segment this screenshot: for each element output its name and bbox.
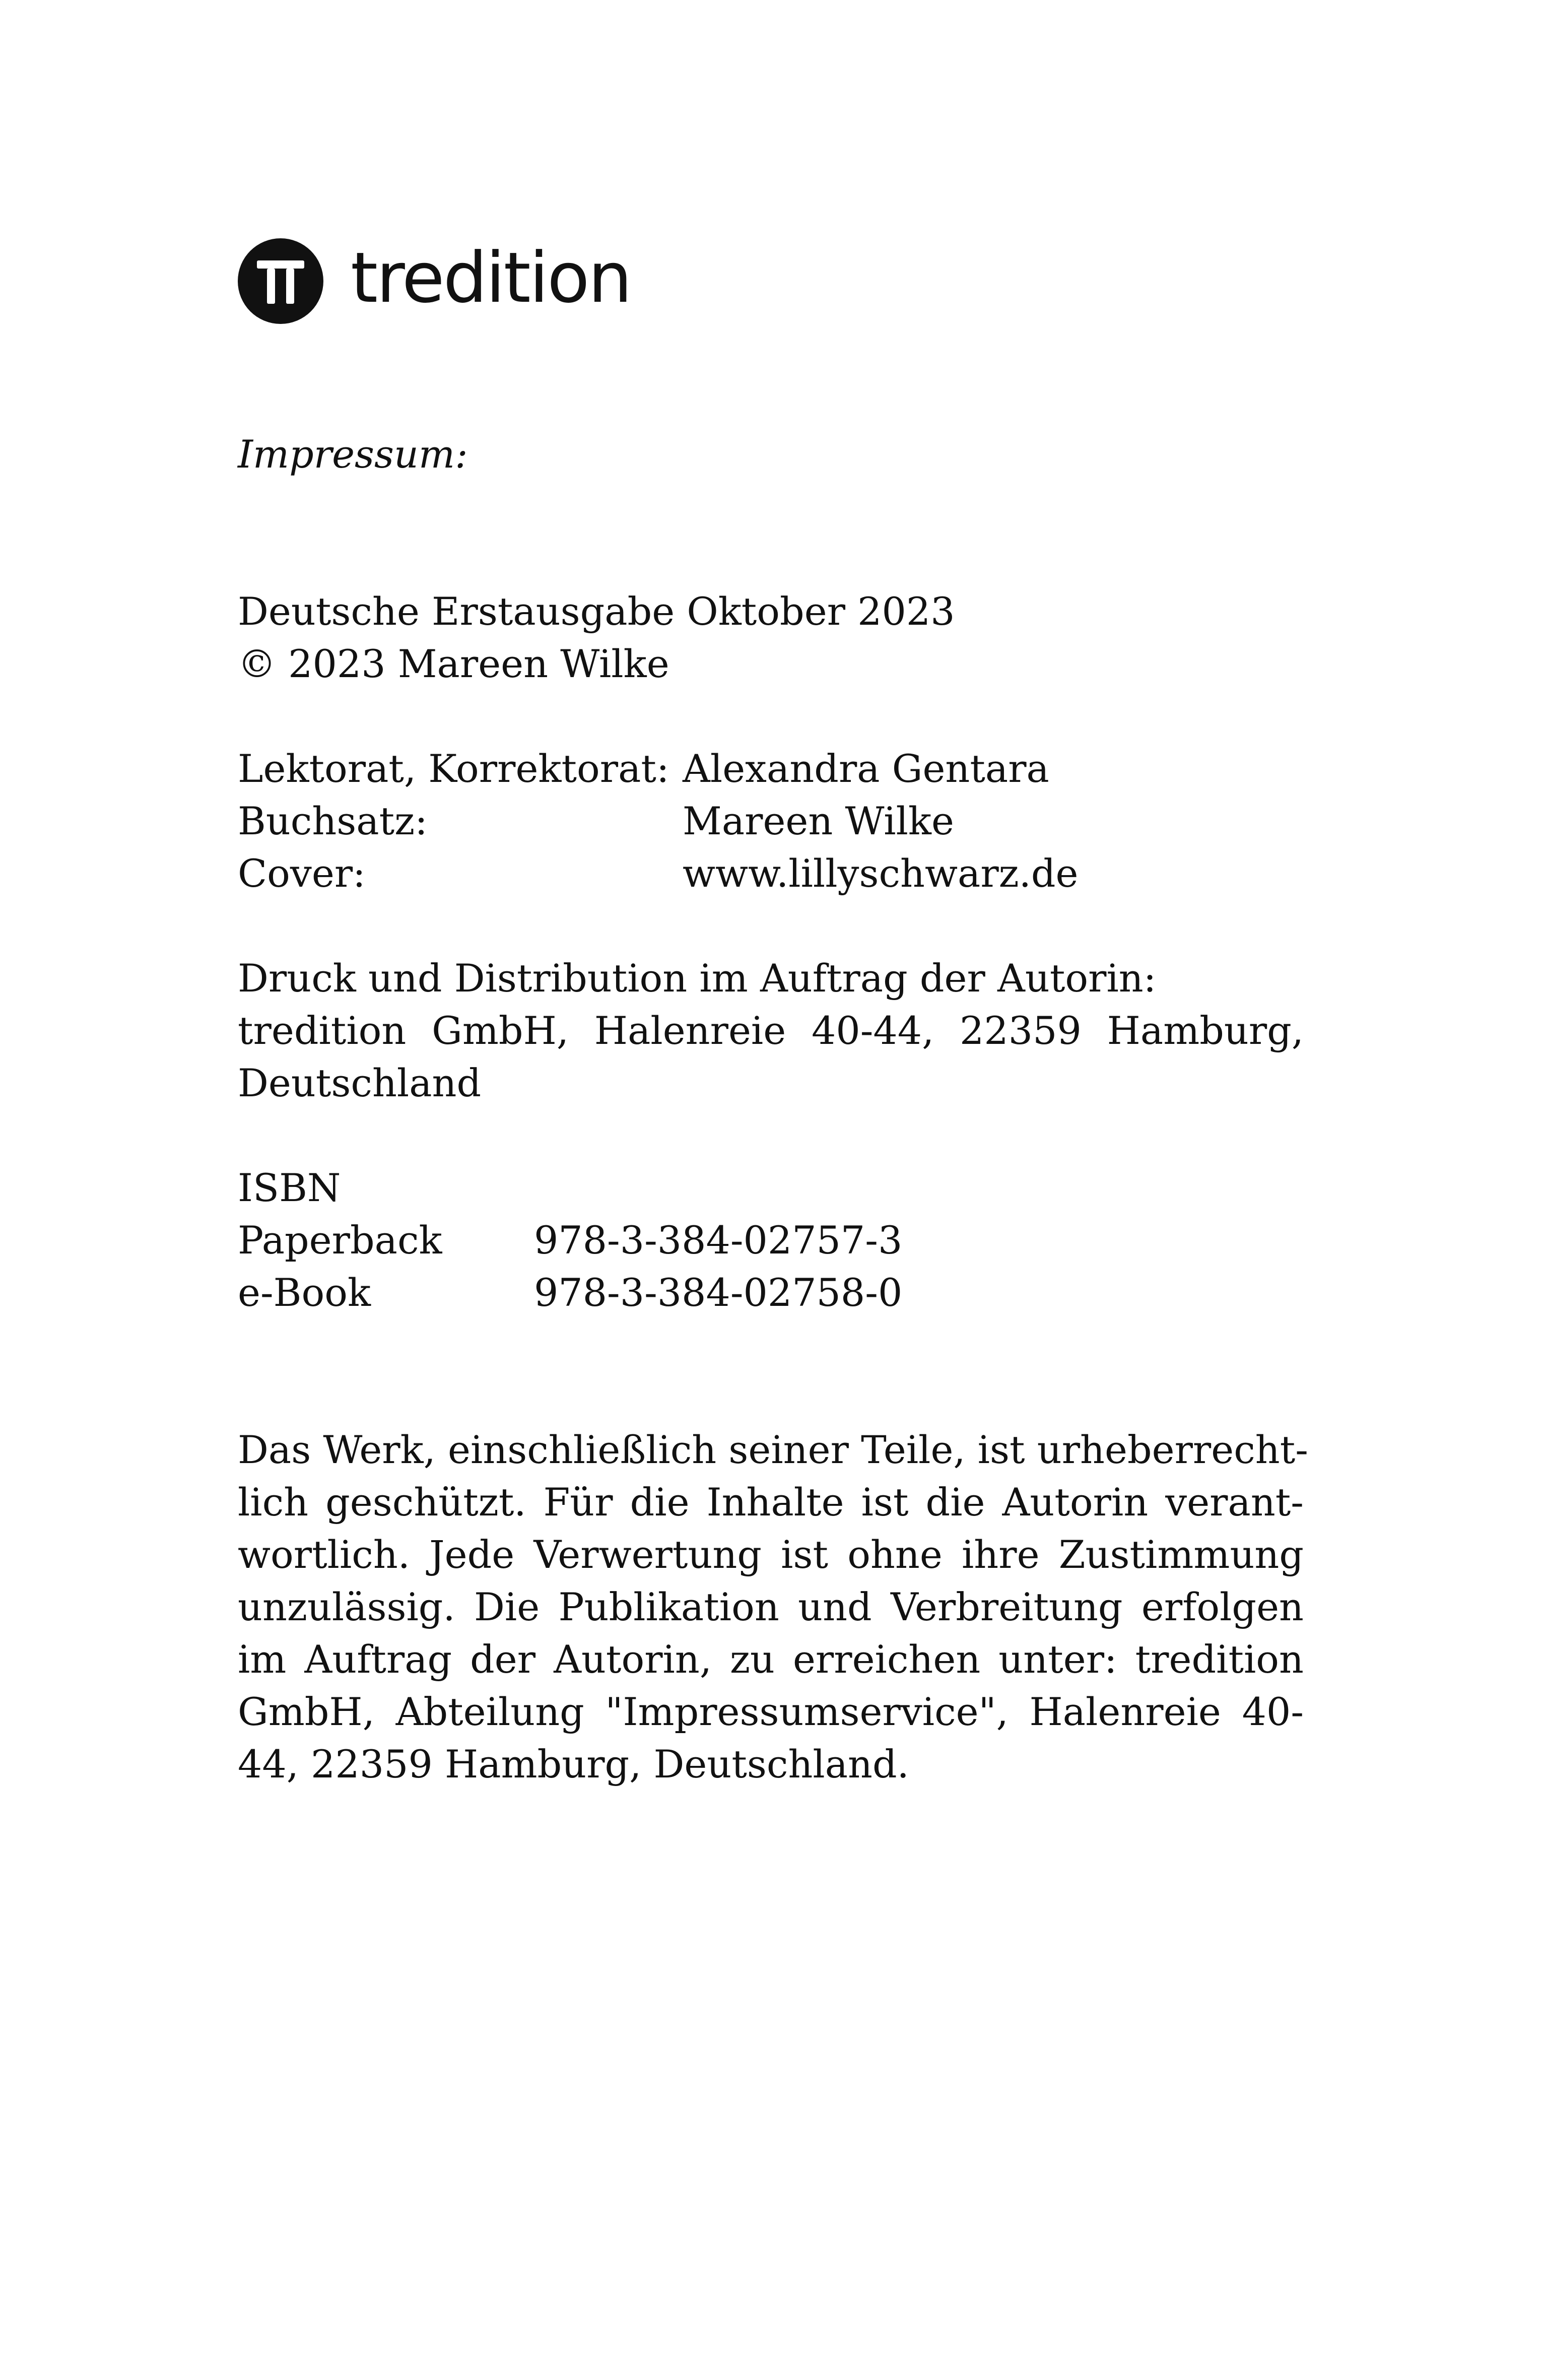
legal-line: unzulässig. Die Publikation und Verbreitung erfolgen [238, 1584, 1304, 1629]
isbn-row [238, 1267, 1304, 1319]
credit-value: Mareen Wilke [683, 799, 954, 843]
legal-line: GmbH, Abteilung "Impressumservice", Halenreie 40- [238, 1689, 1304, 1734]
legal-notice [238, 1424, 1308, 1791]
credit-row [238, 743, 1304, 795]
publisher-logo [238, 236, 631, 326]
legal-line: Das Werk, einschließlich seiner Teile, ist urheberrecht- [238, 1427, 1308, 1472]
credit-role: Lektorat, Korrektorat: [238, 746, 669, 791]
legal-line: wortlich. Jede Verwertung ist ohne ihre Zustimmung [238, 1532, 1304, 1577]
credit-value: Alexandra Gentara [683, 746, 1049, 791]
isbn-number: 978-3-384-02757-3 [534, 1218, 903, 1263]
first-edition-line: Deutsche Erstausgabe Oktober 2023 [238, 589, 955, 634]
credit-row [238, 847, 1304, 900]
credit-role: Buchsatz: [238, 799, 428, 843]
isbn-section [238, 1162, 1304, 1319]
legal-line: lich geschützt. Für die Inhalte ist die Autorin verant- [238, 1480, 1304, 1525]
legal-line: 44, 22359 Hamburg, Deutschland. [238, 1742, 909, 1787]
tredition-logo-icon [238, 238, 323, 324]
isbn-format: Paperback [238, 1218, 442, 1263]
copyright-line: © 2023 Mareen Wilke [238, 641, 669, 686]
impressum-heading: Impressum: [238, 432, 468, 477]
print-line: Druck und Distribution im Auftrag der Autorin: [238, 956, 1157, 1001]
credits-list [238, 743, 1304, 900]
publisher-name: tredition [351, 237, 631, 318]
cover-url: www.lillyschwarz.de [683, 851, 1079, 896]
isbn-row [238, 1214, 1304, 1267]
isbn-format: e-Book [238, 1270, 371, 1315]
isbn-number: 978-3-384-02758-0 [534, 1270, 903, 1315]
print-line: tredition GmbH, Halenreie 40-44, 22359 Hamburg, [238, 1008, 1304, 1053]
print-line: Deutschland [238, 1061, 482, 1105]
isbn-heading: ISBN [238, 1165, 341, 1210]
print-distribution [238, 952, 1304, 1109]
imprint-content [238, 428, 1308, 1791]
credit-role: Cover: [238, 851, 366, 896]
legal-line: im Auftrag der Autorin, zu erreichen unter: tredition [238, 1637, 1304, 1682]
edition-info [238, 585, 1304, 690]
credit-row [238, 795, 1304, 847]
